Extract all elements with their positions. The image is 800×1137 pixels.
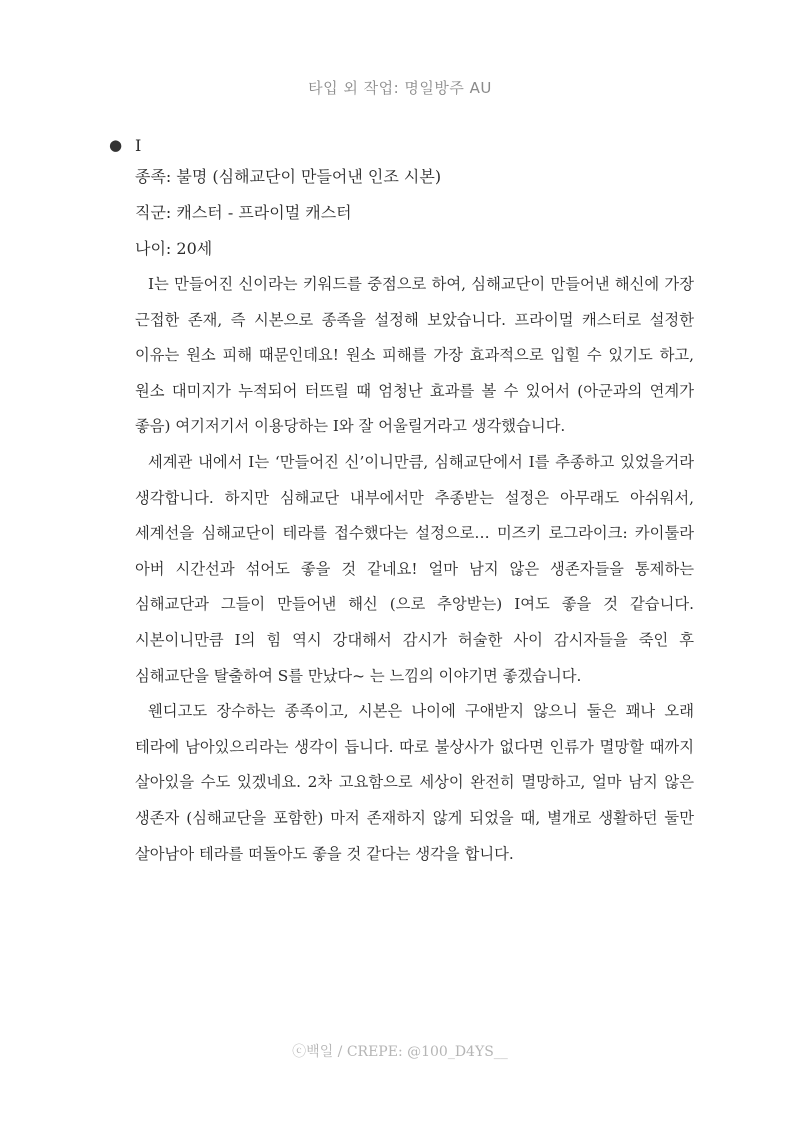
- page-header-title: 타입 외 작업: 명일방주 AU: [308, 79, 492, 97]
- paragraph: I는 만들어진 신이라는 키워드를 중점으로 하여, 심해교단이 만들어낸 해신에 가장 근접한 존재, 즉 시본으로 종족을 설정해 보았습니다. 프라이멀 캐스터로 설정한 이유는 원소 피해 때문인데요! 원소 피해를 가장 효과적으로 입힐 수 있기도 하고, 원소 대미지가 누적되어 터뜨릴 때 엄청난 효과를 볼 수 있어서 (아군과의 연계가 좋음) 여기저기서 이용당하는 I와 잘 어울릴거라고 생각했습니다.: [135, 275, 694, 436]
- species-line: 종족: 불명 (심해교단이 만들어낸 인조 시본): [135, 167, 442, 186]
- document-body: [109, 131, 694, 872]
- character-meta: [135, 159, 694, 267]
- bullet-heading-label: I: [135, 135, 142, 155]
- bullet-dot-icon: ●: [109, 136, 123, 154]
- paragraph: 웬디고도 장수하는 종족이고, 시본은 나이에 구애받지 않으니 둘은 꽤나 오래 테라에 남아있으리라는 생각이 듭니다. 따로 불상사가 없다면 인류가 멸망할 때까지 살아있을 수도 있겠네요. 2차 고요함으로 세상이 완전히 멸망하고, 얼마 남지 않은 생존자 (심해교단을 포함한) 마저 존재하지 않게 되었을 때, 별개로 생활하던 둘만 살아남아 테라를 떠돌아도 좋을 것 같다는 생각을 합니다.: [135, 702, 694, 863]
- paragraph: 세계관 내에서 I는 ‘만들어진 신’이니만큼, 심해교단에서 I를 추종하고 있었을거라 생각합니다. 하지만 심해교단 내부에서만 추종받는 설정은 아무래도 아쉬워서, 세계선을 심해교단이 테라를 접수했다는 설정으로… 미즈키 로그라이크: 카이툴라 아버 시간선과 섞어도 좋을 것 같네요! 얼마 남지 않은 생존자들을 통제하는 심해교단과 그들이 만들어낸 해신 (으로 추앙받는) I여도 좋을 것 같습니다. 시본이니만큼 I의 힘 역시 강대해서 감시가 허술한 사이 감시자들을 죽인 후 심해교단을 탈출하여 S를 만났다~ 는 느낌의 이야기면 좋겠습니다.: [135, 452, 694, 685]
- bullet-heading: [109, 131, 694, 159]
- body-text: [135, 267, 694, 872]
- class-line: 직군: 캐스터 - 프라이멀 캐스터: [135, 203, 352, 222]
- page-footer-credit: ⓒ백일 / CREPE: @100_D4YS__: [292, 1044, 508, 1060]
- age-line: 나이: 20세: [135, 239, 213, 258]
